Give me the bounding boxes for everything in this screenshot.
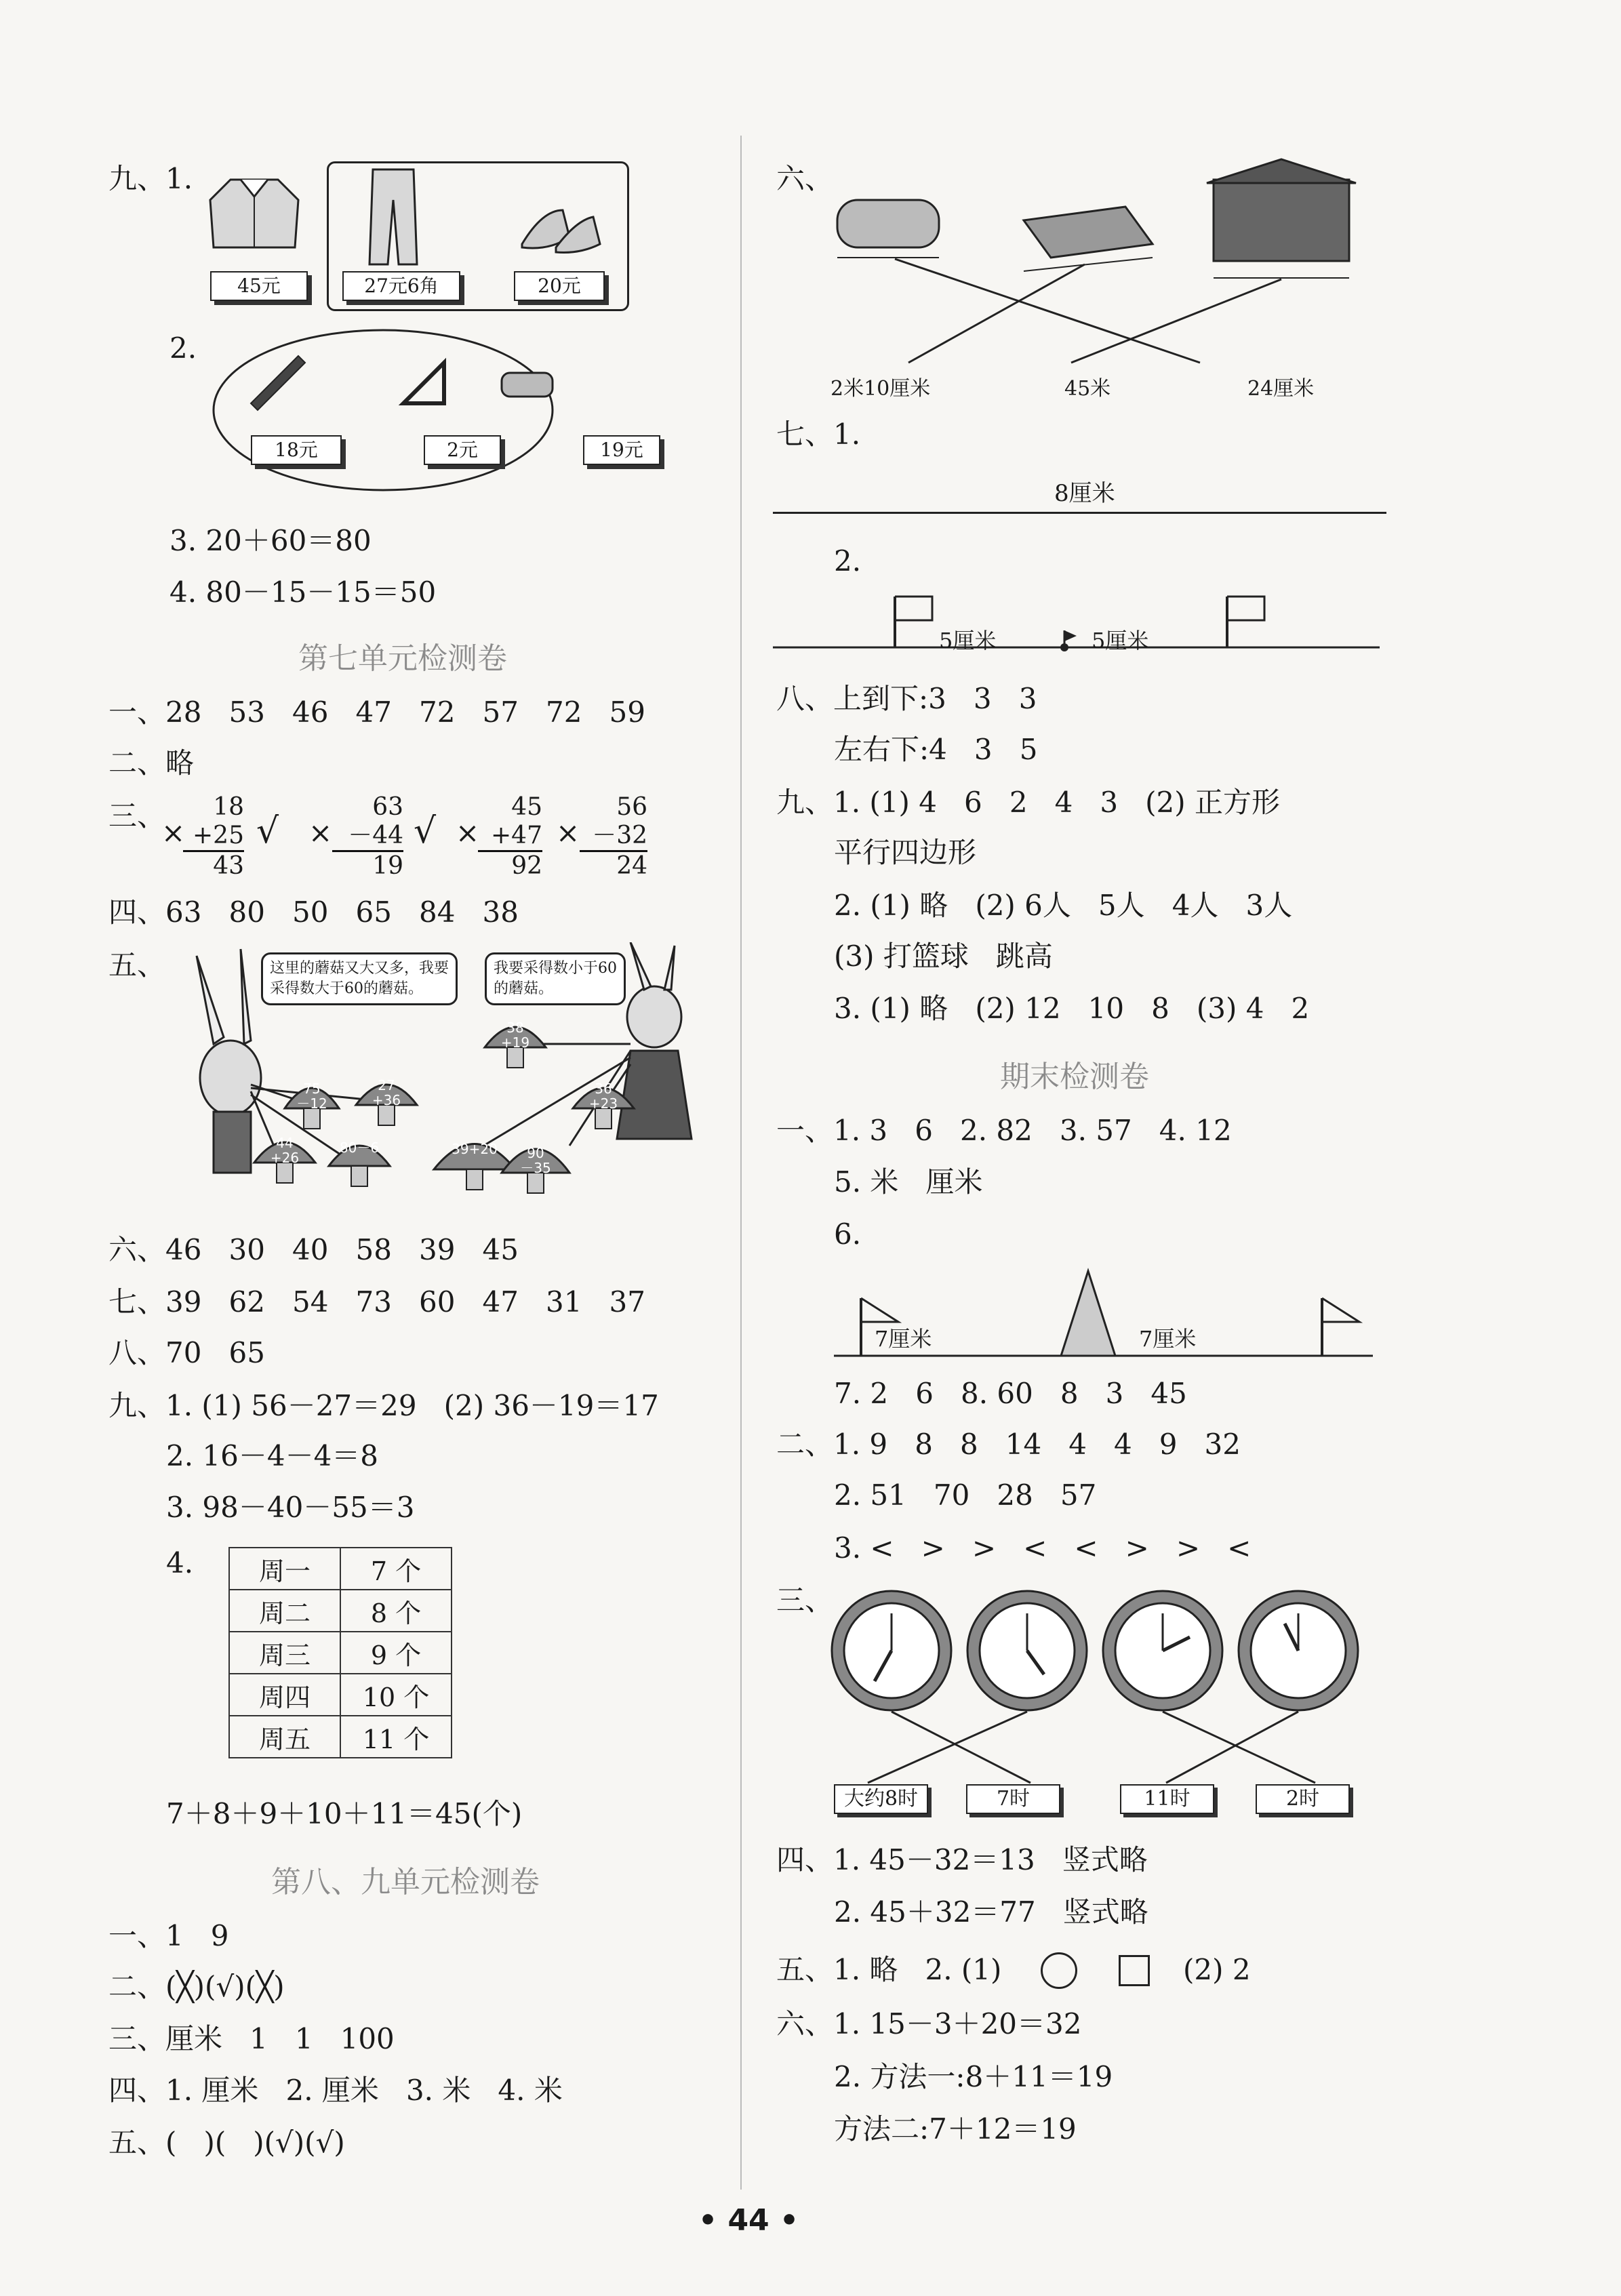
price-ruler: 2元 — [424, 435, 501, 465]
tree-label-2: 7厘米 — [1139, 1326, 1197, 1352]
price-pen: 18元 — [251, 435, 342, 465]
times-sign: × — [456, 816, 480, 849]
f3-label: 三、 — [776, 1584, 834, 1617]
q7-2: 2. — [834, 544, 862, 578]
q7-1: 七、1. — [776, 418, 861, 451]
table-row: 周一 7 个 — [229, 1548, 452, 1590]
page-number: • 44 • — [698, 2203, 799, 2238]
u7-6: 六、46 30 40 58 39 45 — [108, 1233, 519, 1266]
oval-group — [210, 325, 556, 495]
f6-3: 方法二:7＋12＝19 — [834, 2112, 1077, 2146]
u89-5: 五、( )( )(√)(√) — [108, 2126, 345, 2159]
circle-shape — [1041, 1952, 1077, 1989]
u7-9-4: 4. — [166, 1546, 194, 1579]
final-title: 期末检测卷 — [1000, 1060, 1149, 1094]
u7-9-2: 2. 16－4－4＝8 — [166, 1439, 379, 1472]
u7-4: 四、63 80 50 65 84 38 — [108, 895, 519, 929]
mushroom-1: 75 －12 — [296, 1081, 327, 1112]
q6-label-3: 24厘米 — [1247, 377, 1315, 401]
u7-9-1: 九、1. (1) 56－27＝29 (2) 36－19＝17 — [108, 1389, 659, 1422]
clock-label-4: 2时 — [1256, 1784, 1350, 1814]
f6-1: 六、1. 15－3＋20＝32 — [776, 2007, 1082, 2040]
unit7-title: 第七单元检测卷 — [298, 641, 507, 676]
table-row: 周三 9 个 — [229, 1632, 452, 1674]
q9-2: 2. (1) 略 (2) 6人 5人 4人 3人 — [834, 889, 1293, 922]
mushroom-4: 36 +23 — [588, 1081, 618, 1112]
mushroom-illustration — [176, 942, 705, 1227]
pants-icon — [366, 166, 420, 268]
price-jacket: 45元 — [210, 271, 308, 301]
matching-illustration — [827, 156, 1397, 400]
u7-5-label: 五、 — [108, 948, 166, 982]
shoes-icon — [515, 197, 603, 258]
times-sign: × — [161, 816, 186, 849]
mushroom-6: 80－6 — [339, 1140, 380, 1156]
f2-c: 3. < > > < < > > < — [834, 1531, 1252, 1565]
flag-label-2: 5厘米 — [1092, 628, 1149, 653]
q9-4: 4. 80－15－15＝50 — [169, 576, 437, 609]
segment-8cm — [773, 512, 1386, 514]
check-2: √ — [414, 811, 437, 851]
q7-line-label: 8厘米 — [1054, 480, 1115, 507]
price-pencilcase: 19元 — [583, 435, 660, 465]
u89-1: 一、1 9 — [108, 1919, 229, 1952]
f1-a: 一、1. 3 6 2. 82 3. 57 4. 12 — [776, 1114, 1232, 1147]
q9-2b: (3) 打篮球 跳高 — [834, 940, 1053, 973]
f1-d: 7. 2 6 8. 60 8 3 45 — [834, 1377, 1187, 1410]
clock-label-2: 7时 — [966, 1784, 1060, 1814]
u7-8: 八、70 65 — [108, 1336, 265, 1369]
q9-2-label: 2. — [169, 331, 197, 365]
mushroom-3: 38 +19 — [500, 1020, 530, 1051]
jacket-icon — [203, 166, 305, 261]
q8-b: 左右下:4 3 5 — [834, 733, 1038, 766]
f1-c: 6. — [834, 1217, 862, 1251]
clocks-illustration — [827, 1586, 1383, 1796]
f4-1: 四、1. 45－32＝13 竖式略 — [776, 1843, 1148, 1876]
u89-4: 四、1. 厘米 2. 厘米 3. 米 4. 米 — [108, 2074, 563, 2107]
q9-1: 九、1. (1) 4 6 2 4 3 (2) 正方形 — [776, 786, 1280, 819]
bubble-left: 这里的蘑菇又大又多，我要 采得数大于60的蘑菇。 — [261, 952, 458, 1005]
q6-label-1: 2米10厘米 — [830, 377, 931, 401]
q6-label: 六、 — [776, 162, 834, 195]
table-row: 周二 8 个 — [229, 1590, 452, 1632]
f2-a: 二、1. 9 8 8 14 4 4 9 32 — [776, 1428, 1241, 1461]
column-divider — [740, 136, 742, 2190]
q9-3: 3. 20＋60＝80 — [169, 524, 372, 557]
mushroom-7: 39+20 — [452, 1141, 498, 1157]
u7-2: 二、略 — [108, 746, 195, 780]
unit89-title: 第八、九单元检测卷 — [271, 1865, 540, 1899]
flags-line — [773, 583, 1383, 658]
table-row: 周四 10 个 — [229, 1674, 452, 1716]
bubble-right: 我要采得数小于60 的蘑菇。 — [485, 952, 626, 1005]
mushroom-2: 27 +36 — [372, 1077, 401, 1108]
f4-2: 2. 45＋32＝77 竖式略 — [834, 1895, 1148, 1929]
f6-2: 2. 方法一:8＋11＝19 — [834, 2060, 1113, 2093]
weekday-table — [228, 1547, 452, 1758]
q9-3: 3. (1) 略 (2) 12 10 8 (3) 4 2 — [834, 992, 1310, 1025]
u7-7: 七、39 62 54 73 60 47 31 37 — [108, 1285, 645, 1318]
f2-b: 2. 51 70 28 57 — [834, 1478, 1097, 1512]
u7-3-label: 三、 — [108, 799, 166, 832]
q6-label-2: 45米 — [1064, 377, 1111, 401]
vcalc-1: 18 +25 43 — [183, 793, 244, 881]
f1-b: 5. 米 厘米 — [834, 1165, 983, 1199]
price-pants: 27元6角 — [342, 271, 460, 301]
vcalc-4: 56 －32 24 — [580, 793, 647, 881]
square-shape — [1119, 1955, 1150, 1986]
sum-line: 7＋8＋9＋10＋11＝45(个) — [166, 1797, 523, 1830]
mushroom-5: 44 +26 — [270, 1135, 300, 1166]
clock-label-1: 大约8时 — [834, 1784, 928, 1814]
vcalc-3: 45 +47 92 — [478, 793, 542, 881]
times-sign: × — [308, 816, 333, 849]
vcalc-2: 63 －44 19 — [332, 793, 403, 881]
u7-1: 一、28 53 46 47 72 57 72 59 — [108, 696, 645, 729]
f5: 五、1. 略 2. (1) — [776, 1953, 1002, 1986]
u7-9-3: 3. 98－40－55＝3 — [166, 1491, 415, 1524]
price-shoes: 20元 — [514, 271, 605, 301]
u89-3: 三、厘米 1 1 100 — [108, 2022, 395, 2055]
q9-1b: 平行四边形 — [834, 836, 977, 869]
q8-a: 八、上到下:3 3 3 — [776, 682, 1037, 715]
times-sign: × — [556, 816, 580, 849]
tree-label-1: 7厘米 — [875, 1326, 932, 1352]
q9-1-label: 九、1. — [108, 162, 193, 195]
flag-label-1: 5厘米 — [939, 628, 997, 653]
mushroom-8: 90 －35 — [520, 1145, 551, 1176]
table-row: 周五 11 个 — [229, 1716, 452, 1758]
u89-2: 二、(╳)(√)(╳) — [108, 1970, 285, 2003]
clock-label-3: 11时 — [1120, 1784, 1214, 1814]
f5-b: (2) 2 — [1183, 1953, 1251, 1986]
check-1: √ — [256, 811, 279, 851]
